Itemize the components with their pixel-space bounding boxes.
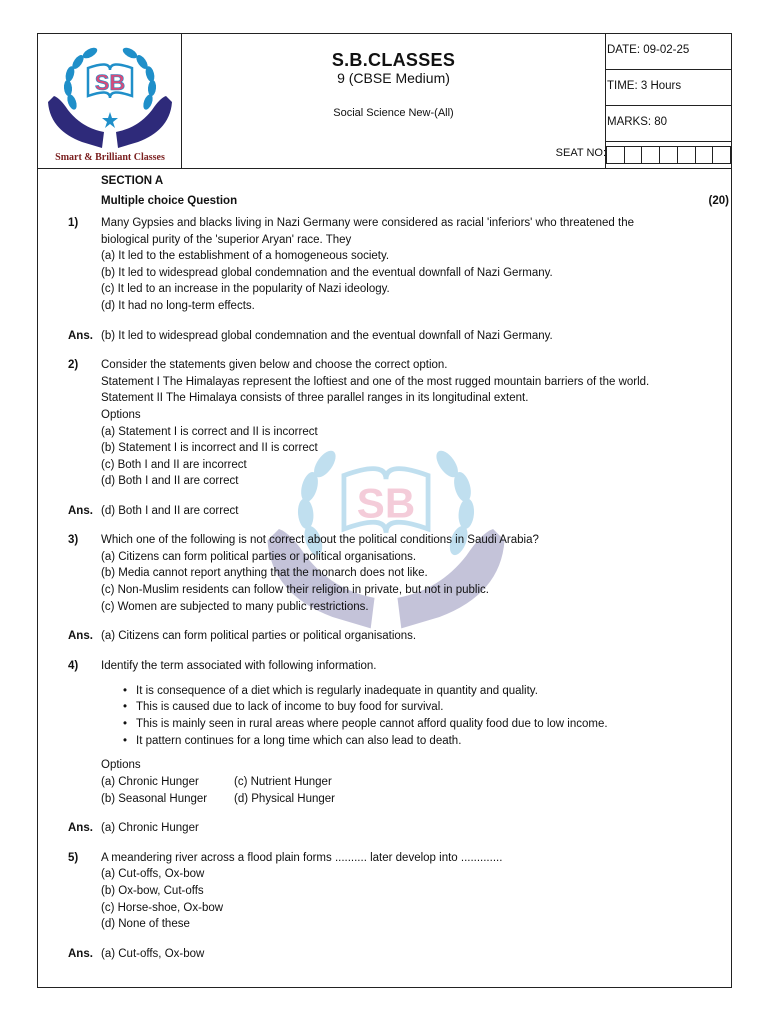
- answer-text: (d) Both I and II are correct: [101, 505, 239, 517]
- question-text: biological purity of the 'superior Aryan' race. They: [101, 234, 352, 246]
- option-b: (b) Statement I is incorrect and II is correct: [101, 442, 318, 454]
- question-number: 4): [68, 660, 79, 672]
- option-a: (a) Cut-offs, Ox-bow: [101, 868, 205, 880]
- subject-name: Social Science New-(All): [333, 107, 454, 119]
- question-number: 2): [68, 359, 79, 371]
- question-number: 3): [68, 534, 79, 546]
- option-d: (d) None of these: [101, 918, 190, 930]
- section-subtitle: Multiple choice Question: [101, 195, 238, 207]
- option-a: (a) Chronic Hunger: [101, 776, 199, 788]
- section-marks: (20): [708, 195, 729, 207]
- question-text: Consider the statements given below and choose the correct option.: [101, 359, 448, 371]
- answer-text: (a) Chronic Hunger: [101, 822, 199, 834]
- watermark-letters: SB: [356, 479, 416, 527]
- answer-text: (a) Cut-offs, Ox-bow: [101, 948, 205, 960]
- class-standard: 9 (CBSE Medium): [337, 70, 450, 86]
- option-c: (c) It led to an increase in the popularity of Nazi ideology.: [101, 283, 390, 295]
- seat-digit-box: [677, 146, 695, 164]
- bullet-point: • This is mainly seen in rural areas where people cannot afford quality food due to low income.: [136, 718, 608, 730]
- seat-digit-box: [712, 146, 731, 164]
- option-a: (a) Statement I is correct and II is incorrect: [101, 426, 318, 438]
- option-d: (d) It had no long-term effects.: [101, 300, 255, 312]
- option-a: (a) It led to the establishment of a homogeneous society.: [101, 250, 390, 262]
- bullet-point: • It is consequence of a diet which is regularly inadequate in quantity and quality.: [136, 685, 538, 697]
- option-a: (a) Citizens can form political parties or political organisations.: [101, 551, 417, 563]
- answer-label: Ans.: [68, 630, 93, 642]
- section-title: SECTION A: [101, 175, 164, 187]
- option-b: (b) Seasonal Hunger: [101, 793, 208, 805]
- exam-paper: [37, 33, 732, 988]
- option-d: (d) Both I and II are correct: [101, 475, 239, 487]
- exam-marks: MARKS: 80: [606, 106, 731, 142]
- paper-header: [38, 34, 731, 169]
- title-cell: [182, 34, 605, 168]
- question-text: Which one of the following is not correct about the political conditions in Saudi Arabia?: [101, 534, 539, 546]
- option-b: (b) Ox-bow, Cut-offs: [101, 885, 204, 897]
- school-name: S.B.CLASSES: [331, 50, 456, 70]
- answer-text: (b) It led to widespread global condemnation and the eventual downfall of Nazi Germany.: [101, 330, 553, 342]
- option-c: (c) Non-Muslim residents can follow their religion in private, but not in public.: [101, 584, 489, 596]
- question-text: Statement I The Himalayas represent the loftiest and one of the most rugged mountain barriers of the world.: [101, 376, 650, 388]
- answer-label: Ans.: [68, 948, 93, 960]
- school-logo-icon: [42, 40, 178, 152]
- question-number: 1): [68, 217, 79, 229]
- answer-label: Ans.: [68, 822, 93, 834]
- option-c: (c) Nutrient Hunger: [234, 776, 332, 788]
- meta-cell: [605, 34, 731, 168]
- answer-label: Ans.: [68, 330, 93, 342]
- bullet-point: • It pattern continues for a long time which can also lead to death.: [136, 735, 461, 747]
- option-d: (d) Physical Hunger: [234, 793, 335, 805]
- exam-time: TIME: 3 Hours: [606, 70, 731, 106]
- seat-digit-box: [624, 146, 642, 164]
- logo-cell: [38, 34, 182, 168]
- answer-label: Ans.: [68, 505, 93, 517]
- seat-number-label: SEAT NO:: [555, 147, 606, 159]
- seat-number-boxes: [606, 146, 731, 164]
- option-c: (c) Horse-shoe, Ox-bow: [101, 902, 224, 914]
- seat-digit-box: [695, 146, 713, 164]
- options-label: Options: [101, 409, 141, 421]
- options-label: Options: [101, 759, 141, 771]
- option-c: (c) Both I and II are incorrect: [101, 459, 247, 471]
- bullet-point: • This is caused due to lack of income to buy food for survival.: [136, 701, 443, 713]
- logo-letters: SB: [94, 70, 126, 95]
- exam-date: DATE: 09-02-25: [606, 34, 731, 70]
- seat-digit-box: [606, 146, 624, 164]
- question-text: Identify the term associated with following information.: [101, 660, 377, 672]
- question-text: Statement II The Himalaya consists of three parallel ranges in its longitudinal extent.: [101, 392, 529, 404]
- seat-digit-box: [641, 146, 659, 164]
- question-text: A meandering river across a flood plain forms .......... later develop into .............: [101, 852, 503, 864]
- option-b: (b) It led to widespread global condemnation and the eventual downfall of Nazi Germany.: [101, 267, 553, 279]
- question-text: Many Gypsies and blacks living in Nazi Germany were considered as racial 'inferiors' who threatened the: [101, 217, 635, 229]
- option-d: (c) Women are subjected to many public restrictions.: [101, 601, 369, 613]
- seat-digit-box: [659, 146, 677, 164]
- logo-caption: Smart & Brilliant Classes: [55, 152, 165, 163]
- answer-text: (a) Citizens can form political parties or political organisations.: [101, 630, 417, 642]
- option-b: (b) Media cannot report anything that the monarch does not like.: [101, 567, 428, 579]
- question-number: 5): [68, 852, 79, 864]
